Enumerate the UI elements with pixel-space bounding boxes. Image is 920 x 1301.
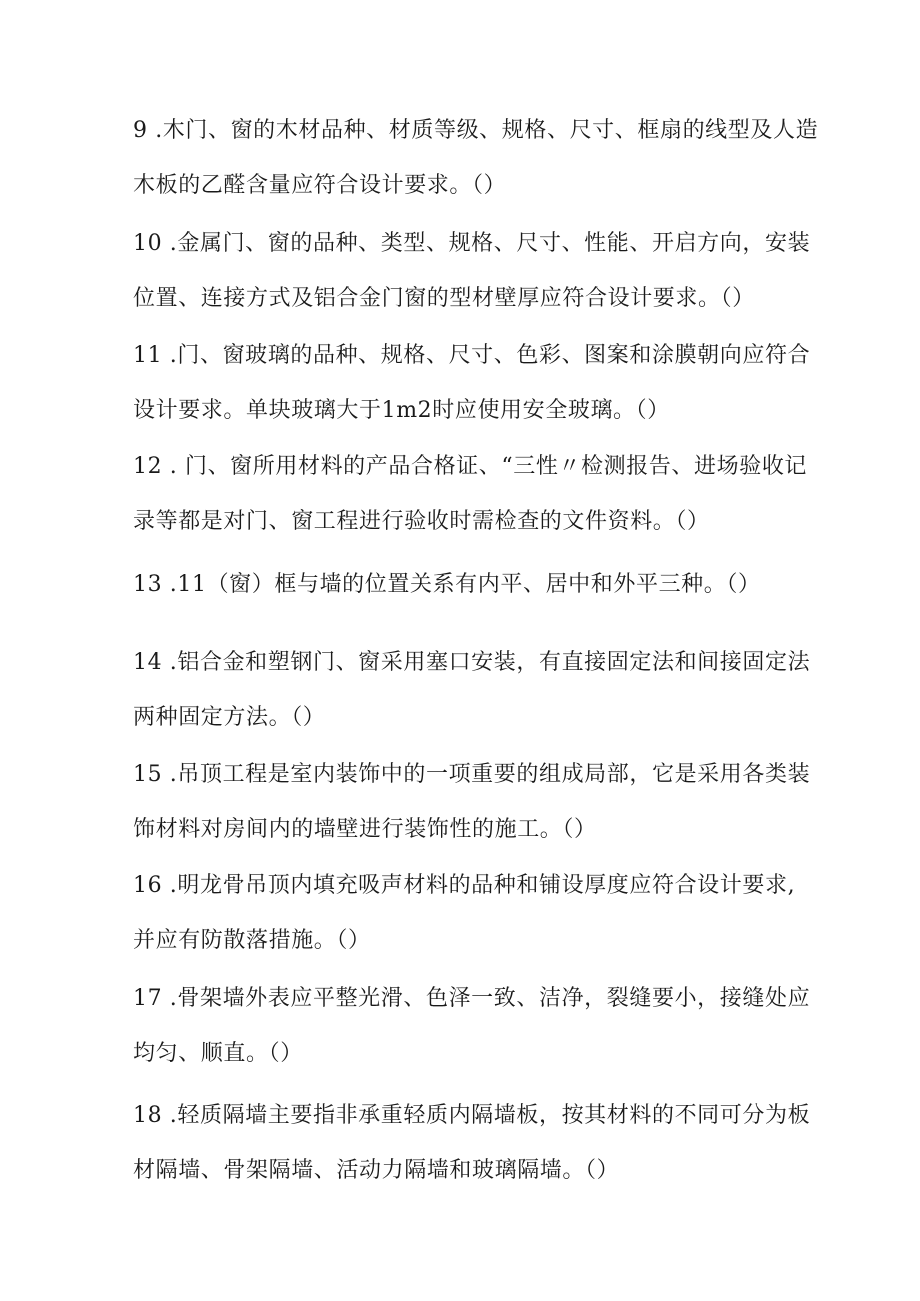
question-line: 位置、连接方式及铝合金门窗的型材壁厚应符合设计要求。（） bbox=[133, 286, 755, 311]
question-line: 并应有防散落措施。（） bbox=[133, 928, 371, 953]
question-line: 材隔墙、骨架隔墙、活动力隔墙和玻璃隔墙。（） bbox=[133, 1158, 620, 1183]
question-17 bbox=[133, 971, 811, 1081]
question-line: 9 .木门、窗的木材品种、材质等级、规格、尺寸、框扇的线型及人造 bbox=[133, 118, 819, 143]
question-18 bbox=[133, 1088, 811, 1198]
question-line: 17 .骨架墙外表应平整光滑、色泽一致、洁净，裂缝要小，接缝处应 bbox=[133, 986, 811, 1011]
question-line: 木板的乙醛含量应符合设计要求。（） bbox=[133, 173, 507, 198]
question-line: 设计要求。单块玻璃大于1m2时应使用安全玻璃。（） bbox=[133, 398, 670, 423]
question-line: 均匀、顺直。（） bbox=[133, 1041, 303, 1066]
question-9 bbox=[133, 103, 819, 213]
question-line: 饰材料对房间内的墙壁进行装饰性的施工。（） bbox=[133, 817, 597, 842]
question-13 bbox=[133, 557, 793, 612]
question-11 bbox=[133, 328, 811, 438]
question-line: 14 .铝合金和塑钢门、窗采用塞口安装，有直接固定法和间接固定法 bbox=[133, 650, 811, 675]
question-16 bbox=[133, 858, 796, 968]
question-12 bbox=[133, 439, 808, 549]
question-line: 13 .11（窗）框与墙的位置关系有内平、居中和外平三种。（） bbox=[133, 572, 761, 597]
question-line: 录等都是对门、窗工程进行验收时需检查的文件资料。（） bbox=[133, 509, 710, 534]
question-line: 12 . 门、窗所用材料的产品合格证、“三性〃检测报告、进场验收记 bbox=[133, 454, 808, 479]
question-line: 10 .金属门、窗的品种、类型、规格、尺寸、性能、开启方向，安装 bbox=[133, 231, 811, 256]
question-line: 18 .轻质隔墙主要指非承重轻质内隔墙板，按其材料的不同可分为板 bbox=[133, 1103, 811, 1128]
question-10 bbox=[133, 216, 811, 326]
question-14 bbox=[133, 635, 811, 745]
question-line: 16 .明龙骨吊顶内填充吸声材料的品种和铺设厚度应符合设计要求, bbox=[133, 873, 796, 898]
question-line: 15 .吊顶工程是室内装饰中的一项重要的组成局部，它是采用各类装 bbox=[133, 762, 811, 787]
question-line: 两种固定方法。（） bbox=[133, 705, 326, 730]
question-line: 11 .门、窗玻璃的品种、规格、尺寸、色彩、图案和涂膜朝向应符合 bbox=[133, 343, 811, 368]
question-15 bbox=[133, 747, 811, 857]
